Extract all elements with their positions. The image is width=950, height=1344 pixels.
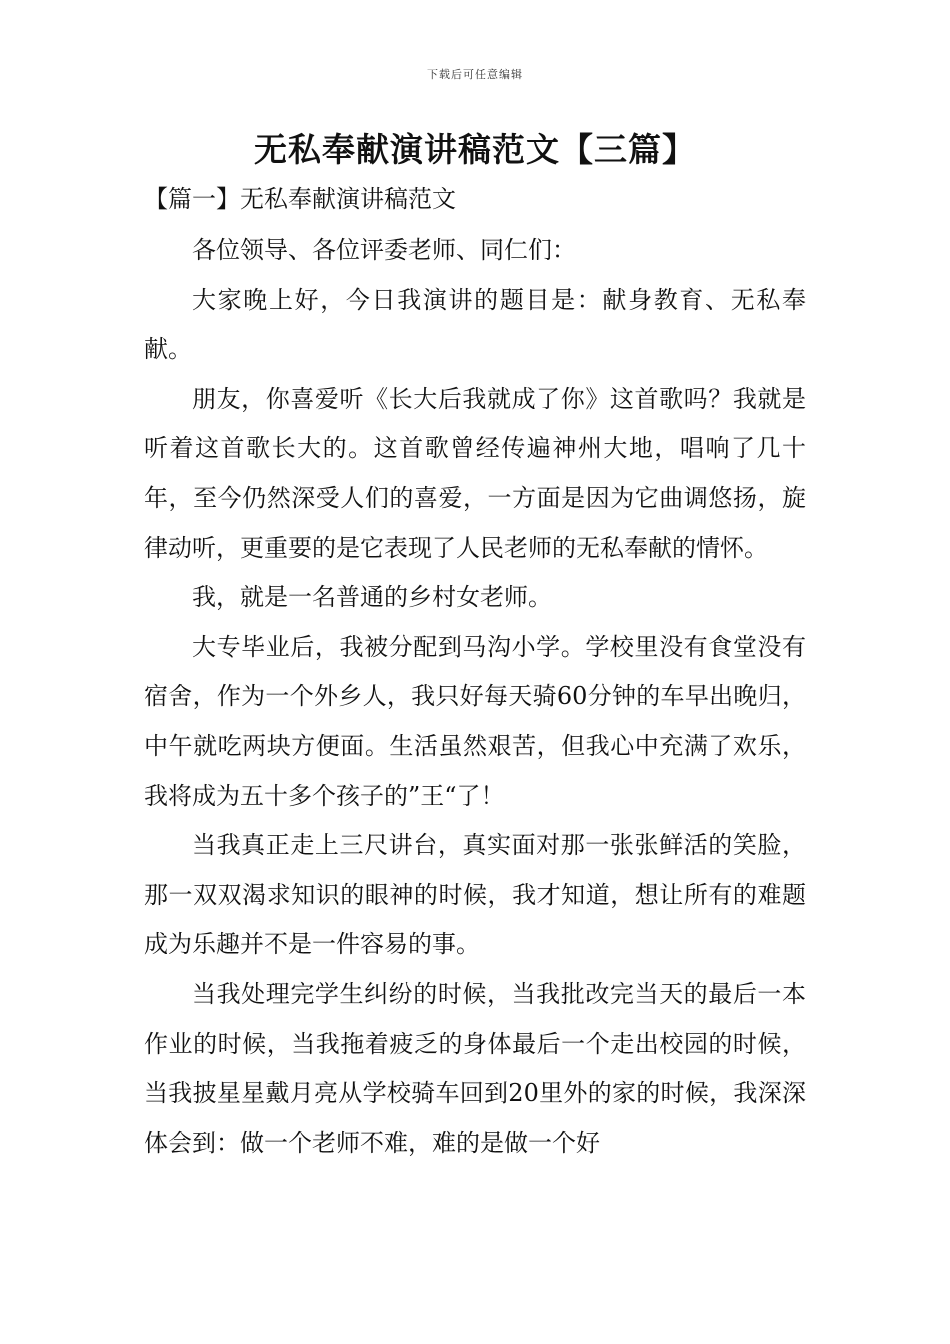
section-heading: 【篇一】无私奉献演讲稿范文 [144, 185, 456, 213]
paragraph-topic: 大家晚上好，今日我演讲的题目是：献身教育、无私奉献。 [144, 285, 806, 364]
paragraph-assignment: 大专毕业后，我被分配到马沟小学。学校里没有食堂没有宿舍，作为一个外乡人，我只好每天骑60分钟的车早出晚归，中午就吃两块方便面。生活虽然艰苦，但我心中充满了欢乐，我将成为五十多个孩子的”王“了！ [144, 632, 806, 810]
header-note: 下载后可任意编辑 [427, 68, 523, 81]
paragraph-greeting: 各位领导、各位评委老师、同仁们： [192, 236, 576, 264]
paragraph-classroom: 当我真正走上三尺讲台，真实面对那一张张鲜活的笑脸，那一双双渴求知识的眼神的时候，我才知道，想让所有的难题成为乐趣并不是一件容易的事。 [144, 831, 806, 959]
paragraph-reflection: 当我处理完学生纠纷的时候，当我批改完当天的最后一本作业的时候，当我拖着疲乏的身体最后一个走出校园的时候，当我披星星戴月亮从学校骑车回到20里外的家的时候，我深深体会到：做一个老师不难，难的是做一个好 [144, 979, 806, 1157]
paragraph-self-intro: 我，就是一名普通的乡村女老师。 [192, 583, 552, 612]
document-title: 无私奉献演讲稿范文【三篇】 [254, 130, 696, 169]
body-text [144, 226, 806, 1168]
paragraph-song: 朋友，你喜爱听《长大后我就成了你》这首歌吗？我就是听着这首歌长大的。这首歌曾经传遍神州大地，唱响了几十年，至今仍然深受人们的喜爱，一方面是因为它曲调悠扬，旋律动听，更重要的是它表现了人民老师的无私奉献的情怀。 [144, 384, 806, 562]
